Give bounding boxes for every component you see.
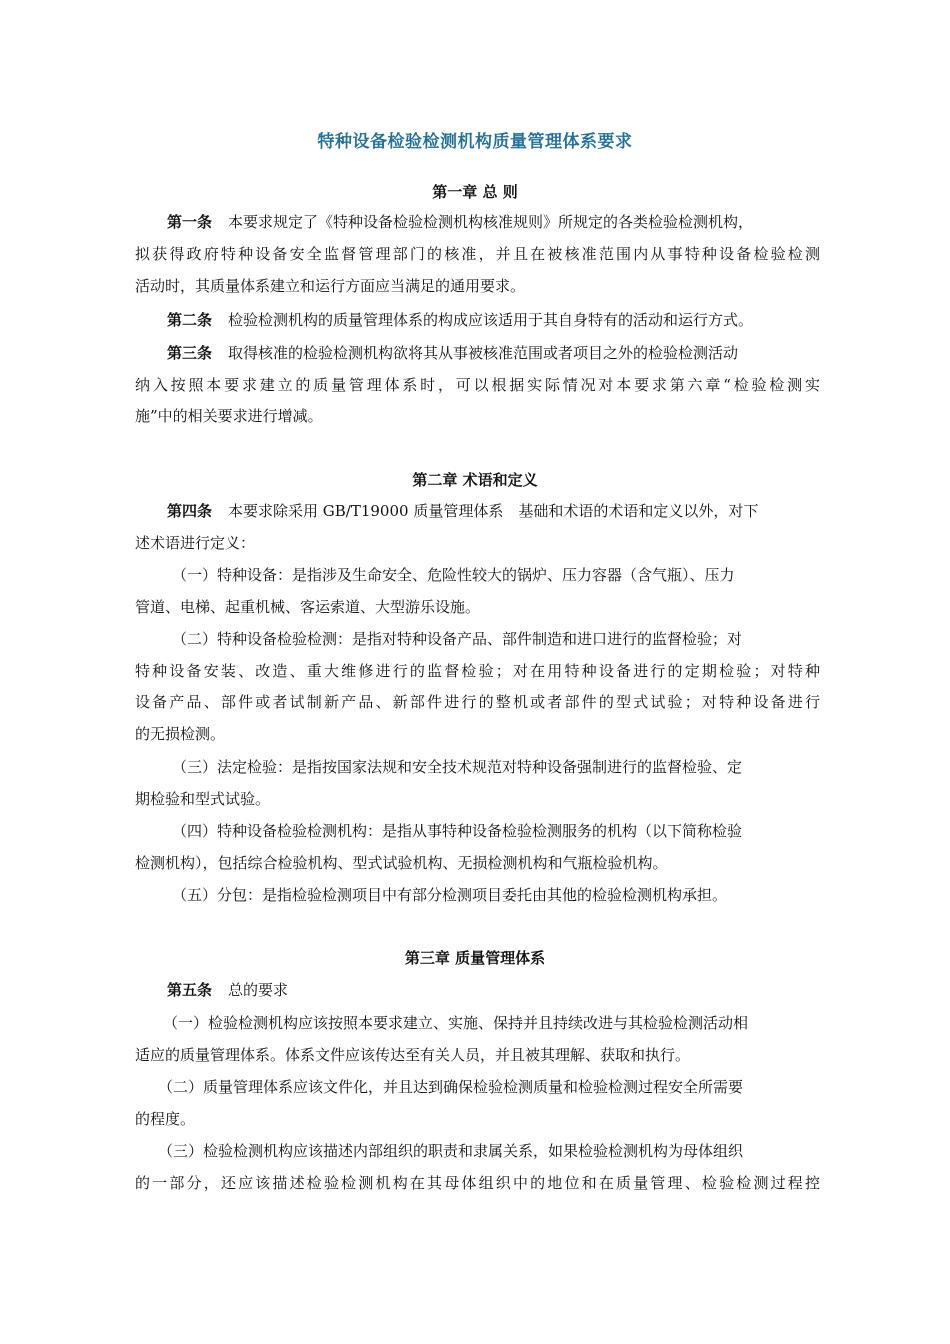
article-1-label: 第一条 [167,213,213,231]
definition-4-line-2: 检测机构），包括综合检验机构、型式试验机构、无损检测机构和气瓶检验机构。 [135,854,668,872]
definition-2-line-1: （二）特种设备检验检测：是指对特种设备产品、部件制造和进口进行的监督检验；对 [172,630,743,648]
requirement-3-line-2: 的一部分，还应该描述检验检测机构在其母体组织中的地位和在质量管理、检验检测过程控 [135,1174,820,1192]
article-3-label: 第三条 [167,344,213,362]
requirement-2-line-2: 的程度。 [135,1110,196,1128]
article-4-line-1 [167,501,820,521]
definition-3-line-1: （三）法定检验：是指按国家法规和安全技术规范对特种设备强制进行的监督检验、定 [172,758,743,776]
requirement-1-line-2: 适应的质量管理体系。体系文件应该传达至有关人员，并且被其理解、获取和执行。 [135,1046,691,1064]
article-3-line-1 [167,343,820,363]
article-1-text: 本要求规定了《特种设备检验检测机构核准规则》所规定的各类检验检测机构， [228,213,754,231]
article-2-text: 检验检测机构的质量管理体系的构成应该适用于其自身特有的活动和运行方式。 [228,311,754,329]
article-4-label: 第四条 [167,502,213,520]
article-1-line-2: 拟获得政府特种设备安全监督管理部门的核准，并且在被核准范围内从事特种设备检验检测 [135,245,820,263]
article-4-text: 本要求除采用 GB/T19000 质量管理体系 基础和术语的术语和定义以外，对下 [228,502,759,520]
article-5-text: 总的要求 [228,981,289,999]
article-3-line-2: 纳入按照本要求建立的质量管理体系时，可以根据实际情况对本要求第六章“检验检测实 [135,376,820,394]
chapter-1-heading: 第一章 总 则 [432,183,518,201]
article-2-line-1 [167,310,820,330]
definition-5-line-1: （五）分包：是指检验检测项目中有部分检测项目委托由其他的检验检测机构承担。 [172,886,728,904]
document-title: 特种设备检验检测机构质量管理体系要求 [317,132,633,152]
article-4-line-2: 述术语进行定义： [135,534,256,552]
chapter-3-heading: 第三章 质量管理体系 [404,949,546,967]
requirement-2-line-1: （二）质量管理体系应该文件化，并且达到确保检验检测质量和检验检测过程安全所需要 [158,1078,744,1096]
definition-3-line-2: 期检验和型式试验。 [135,790,271,808]
requirement-3-line-1: （三）检验检测机构应该描述内部组织的职责和隶属关系，如果检验检测机构为母体组织 [158,1142,744,1160]
article-3-text: 取得核准的检验检测机构欲将其从事被核准范围或者项目之外的检验检测活动 [228,344,739,362]
definition-2-line-3: 设备产品、部件或者试制新产品、新部件进行的整机或者部件的型式试验；对特种设备进行 [135,693,820,711]
definition-1-line-1: （一）特种设备：是指涉及生命安全、危险性较大的锅炉、压力容器（含气瓶）、压力 [172,566,735,584]
article-1-line-1 [167,212,820,232]
definition-2-line-2: 特种设备安装、改造、重大维修进行的监督检验；对在用特种设备进行的定期检验；对特种 [135,662,820,680]
definition-4-line-1: （四）特种设备检验检测机构：是指从事特种设备检验检测服务的机构（以下简称检验 [172,822,743,840]
article-2-label: 第二条 [167,311,213,329]
chapter-2-heading: 第二章 术语和定义 [412,471,538,489]
definition-2-line-4: 的无损检测。 [135,725,226,743]
article-3-line-3: 施”中的相关要求进行增减。 [135,407,323,425]
definition-1-line-2: 管道、电梯、起重机械、客运索道、大型游乐设施。 [135,598,481,616]
requirement-1-line-1: （一）检验检测机构应该按照本要求建立、实施、保持并且持续改进与其检验检测活动相 [163,1014,749,1032]
article-5-line-1 [167,980,820,1000]
article-1-line-3: 活动时，其质量体系建立和运行方面应当满足的通用要求。 [135,277,526,295]
article-5-label: 第五条 [167,981,213,999]
